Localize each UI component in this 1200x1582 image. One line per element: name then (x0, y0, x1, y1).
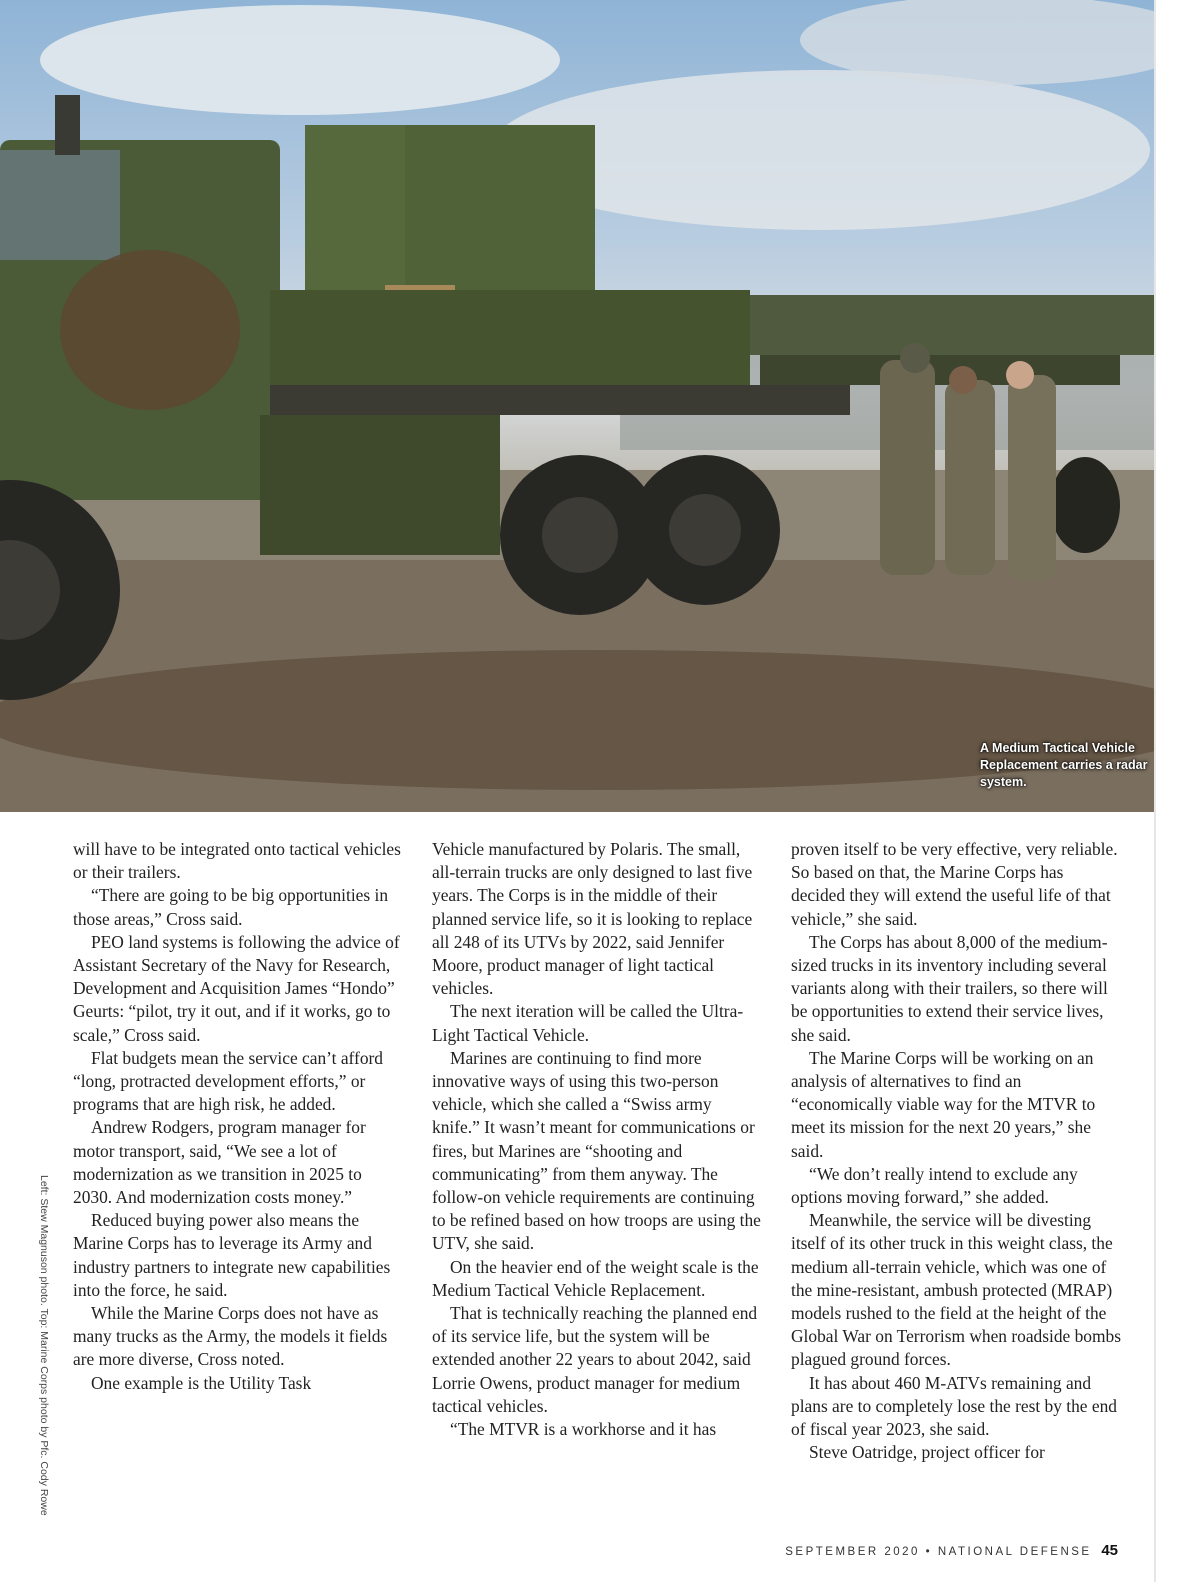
paragraph: “There are going to be big opportunities in those areas,” Cross said. (73, 885, 389, 929)
photo-credit-text: Left: Stew Magnuson photo. Top: Marine Corps photo by Pfc. Cody Rowe (38, 1175, 50, 1516)
truck-photo-icon (0, 0, 1154, 812)
paragraph: It has about 460 M-ATVs remaining and plans are to completely lose the rest by the end of fiscal year 2023, she said. (791, 1372, 1117, 1440)
text-column-3 (791, 838, 1121, 1464)
paragraph: “We don’t really intend to exclude any options moving forward,” she added. (791, 1163, 1078, 1208)
paragraph: The next iteration will be called the Ultra-Light Tactical Vehicle. (432, 1001, 744, 1045)
paragraph: While the Marine Corps does not have as many trucks as the Army, the models it fields are more diverse, Cross noted. (73, 1303, 388, 1370)
page-edge-rule (1154, 0, 1156, 1582)
folio-text: SEPTEMBER 2020 • NATIONAL DEFENSE (785, 1546, 1092, 1558)
truck-photo (0, 0, 1154, 812)
paragraph: One example is the Utility Task (91, 1372, 312, 1393)
paragraph: On the heavier end of the weight scale is the Medium Tactical Vehicle Replacement. (432, 1256, 759, 1300)
paragraph: proven itself to be very effective, very reliable. So based on that, the Marine Corps has decided they will extend the useful life of that vehicle,” she said. (791, 839, 1118, 929)
text-column-2 (432, 838, 762, 1441)
paragraph: Meanwhile, the service will be divesting itself of its other truck in this weight class, the medium all-terrain vehicle, which was one of the mine-resistant, ambush protected (MRAP) models rushed to the field at the height of the Global War on Terrorism when roadside bombs plagued ground forces. (791, 1210, 1121, 1370)
paragraph: will have to be integrated onto tactical vehicles or their trailers. (73, 839, 401, 883)
page-folio (785, 1542, 1118, 1559)
paragraph: Reduced buying power also means the Marine Corps has to leverage its Army and industry partners to integrate new capabilities into the force, he said. (73, 1210, 391, 1300)
photo-caption: A Medium Tactical Vehicle Replacement carries a radar system. (980, 741, 1148, 789)
paragraph: Flat budgets mean the service can’t afford “long, protracted development efforts,” or programs that are high risk, he added. (73, 1047, 383, 1115)
paragraph: “The MTVR is a workhorse and it has (450, 1419, 717, 1440)
text-column-1 (73, 838, 403, 1395)
paragraph: Steve Oatridge, project officer for (809, 1442, 1045, 1463)
paragraph: Marines are continuing to find more innovative ways of using this two-person vehicle, which she called a “Swiss army knife.” It wasn’t meant for communications or fires, but Marines are “shooting and communicating” from them anyway. The follow-on vehicle requirements are continuing to be refined based on how troops are using the UTV, she said. (432, 1047, 761, 1254)
paragraph: Andrew Rodgers, program manager for motor transport, said, “We see a lot of modernization as we transition in 2025 to 2030. And modernization costs money.” (73, 1117, 366, 1208)
paragraph: That is technically reaching the planned end of its service life, but the system will be extended another 22 years to about 2042, said Lorrie Owens, product manager for medium tactical vehicles. (432, 1303, 758, 1416)
photo-credit (36, 1175, 56, 1516)
paragraph: Vehicle manufactured by Polaris. The small, all-terrain trucks are only designed to last five years. The Corps is in the middle of their planned service life, so it is looking to replace all 248 of its UTVs by 2022, said Jennifer Moore, product manager of light tactical vehicles. (432, 839, 753, 999)
paragraph: PEO land systems is following the advice of Assistant Secretary of the Navy for Research, Development and Acquisition James “Hondo” Geurts: “pilot, try it out, and if it works, go to scale,” Cross said. (73, 931, 400, 1045)
paragraph: The Marine Corps will be working on an analysis of alternatives to find an “economically viable way for the MTVR to meet its mission for the next 20 years,” she said. (791, 1047, 1096, 1161)
paragraph: The Corps has about 8,000 of the medium-sized trucks in its inventory including several variants along with their trailers, so there will be opportunities to extend their service lives, she said. (791, 931, 1108, 1045)
page-number: 45 (1101, 1542, 1118, 1559)
